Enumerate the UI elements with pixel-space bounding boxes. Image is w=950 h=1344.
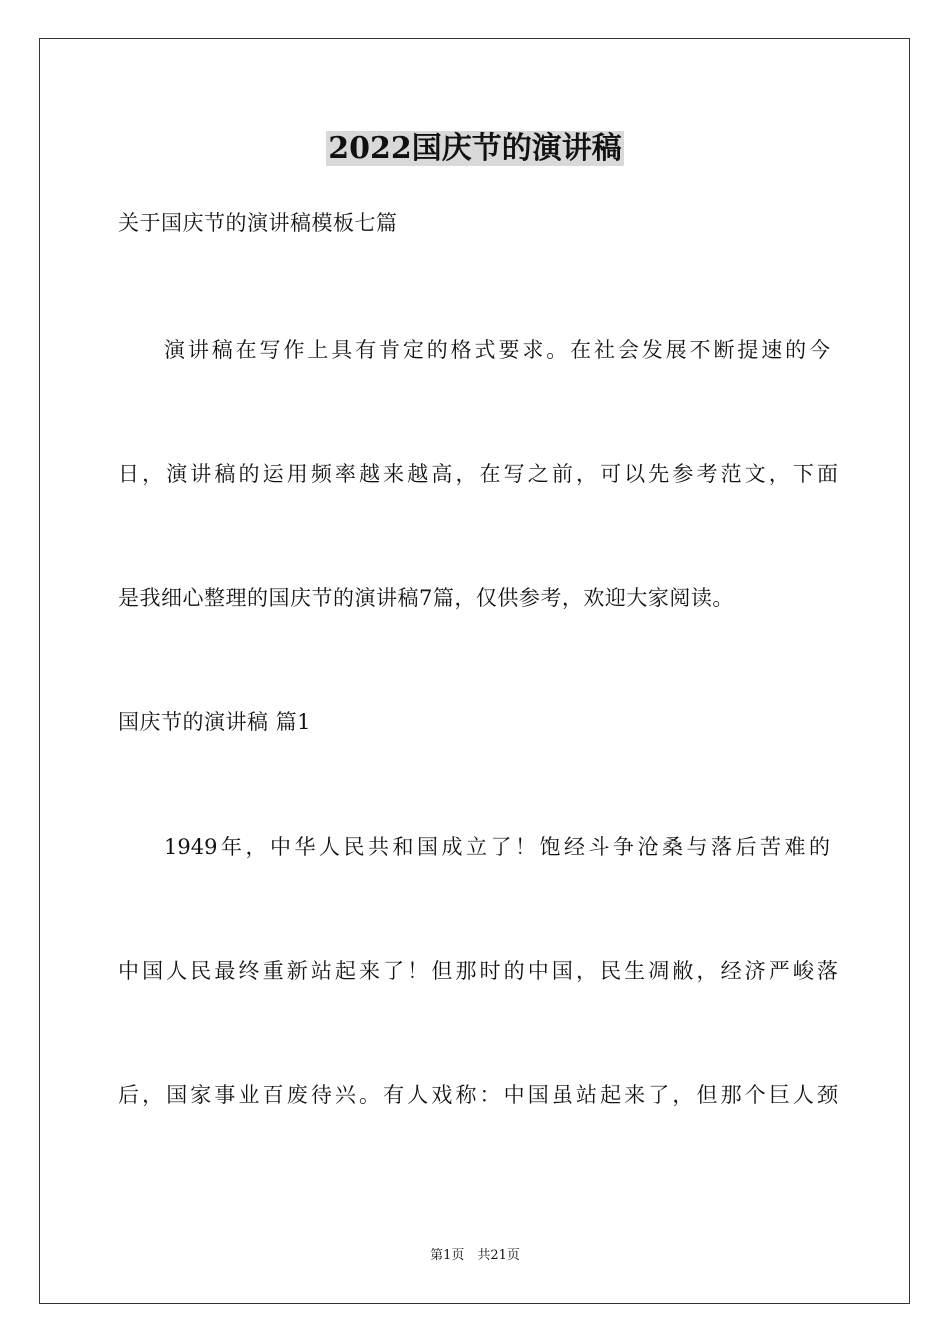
page-number-footer: 第1页 共21页	[430, 1248, 520, 1263]
document-title	[0, 128, 950, 170]
intro-line-1: 演讲稿在写作上具有肯定的格式要求。在社会发展不断提速的今	[164, 338, 830, 362]
section-heading: 国庆节的演讲稿 篇1	[118, 710, 312, 734]
document-subtitle: 关于国庆节的演讲稿模板七篇	[118, 211, 398, 235]
intro-line-2: 日，演讲稿的运用频率越来越高，在写之前，可以先参考范文，下面	[118, 462, 838, 486]
section-line-1: 1949年，中华人民共和国成立了！饱经斗争沧桑与落后苦难的	[164, 835, 830, 859]
section-line-2: 中国人民最终重新站起来了！但那时的中国，民生凋敝，经济严峻落	[118, 959, 838, 983]
section-line-3: 后，国家事业百废待兴。有人戏称：中国虽站起来了，但那个巨人颈	[118, 1083, 838, 1107]
intro-line-3: 是我细心整理的国庆节的演讲稿7篇，仅供参考，欢迎大家阅读。	[118, 586, 734, 610]
document-title-text: 2022国庆节的演讲稿	[328, 131, 622, 166]
